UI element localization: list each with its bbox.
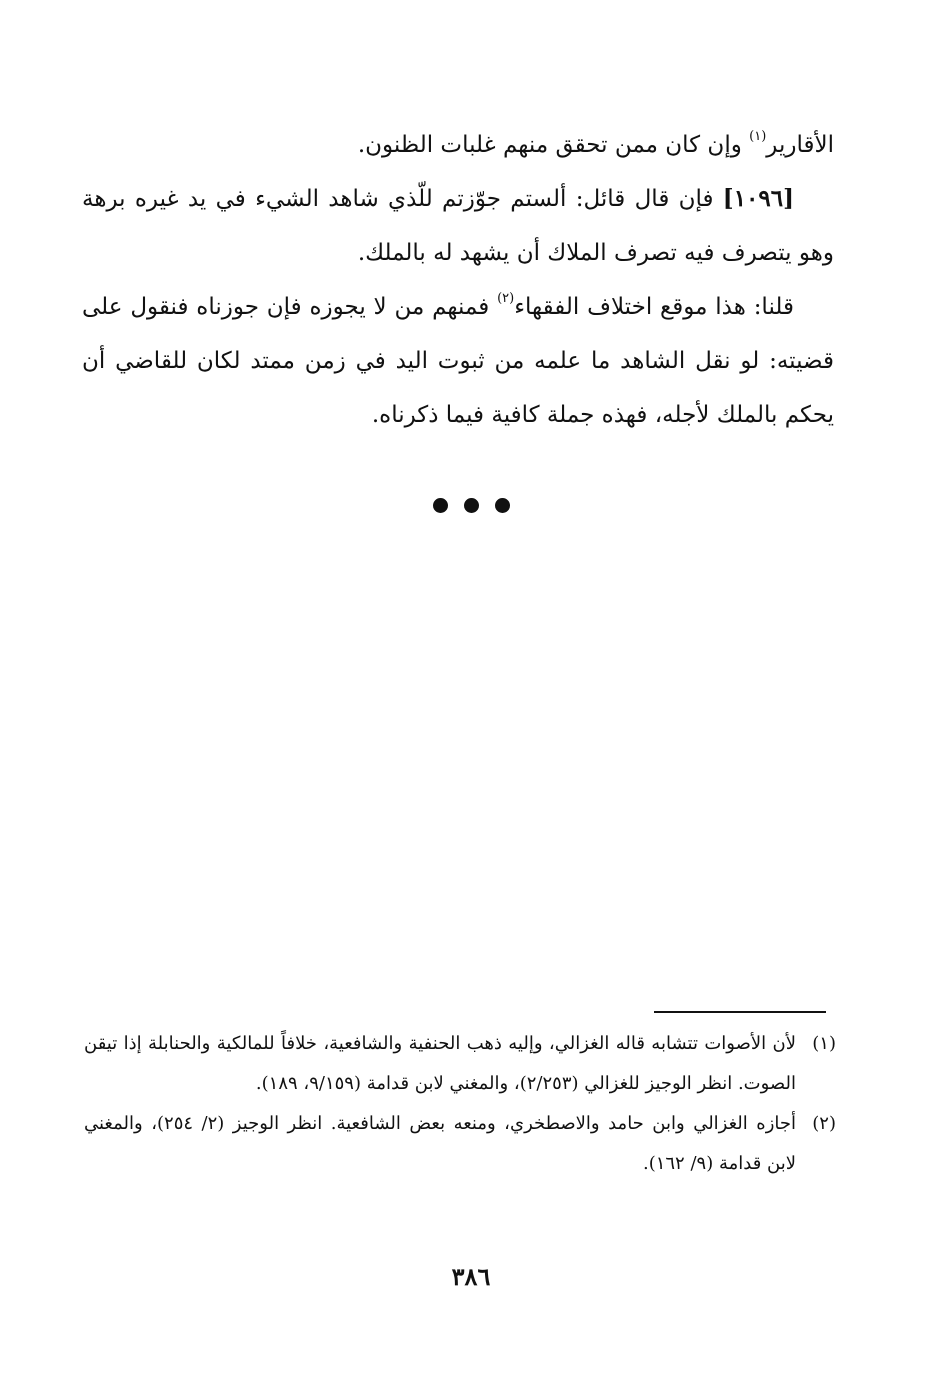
- footnote-text: لأن الأصوات تتشابه قاله الغزالي، وإليه ذهب الحنفية والشافعية، خلافاً للمالكية والحنابلة إذا تيقن الصوت. انظر الوجيز للغزالي (٢/٢٥٣)، والمغني لابن قدامة (٩/١٥٩، ١٨٩).: [84, 1033, 796, 1094]
- paragraph-1: [82, 118, 834, 172]
- paragraph-3-end: فمنهم من لا يجوزه فإن جوزناه فنقول على قضيته: لو نقل الشاهد ما علمه من ثبوت اليد في زمن ممتد لكان للقاضي أن يحكم بالملك لأجله، فهذه جملة كافية فيما ذكرناه.: [82, 294, 834, 428]
- page-number: ٣٨٦: [451, 1262, 491, 1291]
- paragraph-2: [82, 172, 834, 280]
- section-break-dots: [0, 498, 942, 513]
- footnote-divider: [654, 1011, 826, 1013]
- section-number: [١٠٩٦]: [722, 185, 794, 212]
- paragraph-3-start: قلنا: هذا موقع اختلاف الفقهاء: [514, 294, 794, 320]
- dot-icon: [495, 498, 510, 513]
- footnote-ref-1[interactable]: (١): [749, 129, 767, 144]
- footnote-ref-2[interactable]: (٢): [497, 291, 515, 306]
- footnotes: [84, 1024, 836, 1184]
- footnote-number: (٢): [812, 1113, 836, 1134]
- footnote-2: [84, 1104, 836, 1184]
- paragraph-3: [82, 280, 834, 442]
- footnote-1: [84, 1024, 836, 1104]
- dot-icon: [433, 498, 448, 513]
- paragraph-2-text: فإن قال قائل: ألستم جوّزتم للّذي شاهد الشيء في يد غيره برهة وهو يتصرف فيه تصرف الملاك أن يشهد له بالملك.: [82, 186, 834, 266]
- paragraph-1-start: الأقارير: [766, 132, 834, 158]
- dot-icon: [464, 498, 479, 513]
- paragraph-1-end: وإن كان ممن تحقق منهم غلبات الظنون.: [357, 132, 750, 158]
- footnote-number: (١): [812, 1033, 836, 1054]
- footnote-text: أجازه الغزالي وابن حامد والاصطخري، ومنعه بعض الشافعية. انظر الوجيز (٢/ ٢٥٤)، والمغني لابن قدامة (٩/ ١٦٢).: [84, 1113, 796, 1174]
- main-text: [82, 118, 834, 442]
